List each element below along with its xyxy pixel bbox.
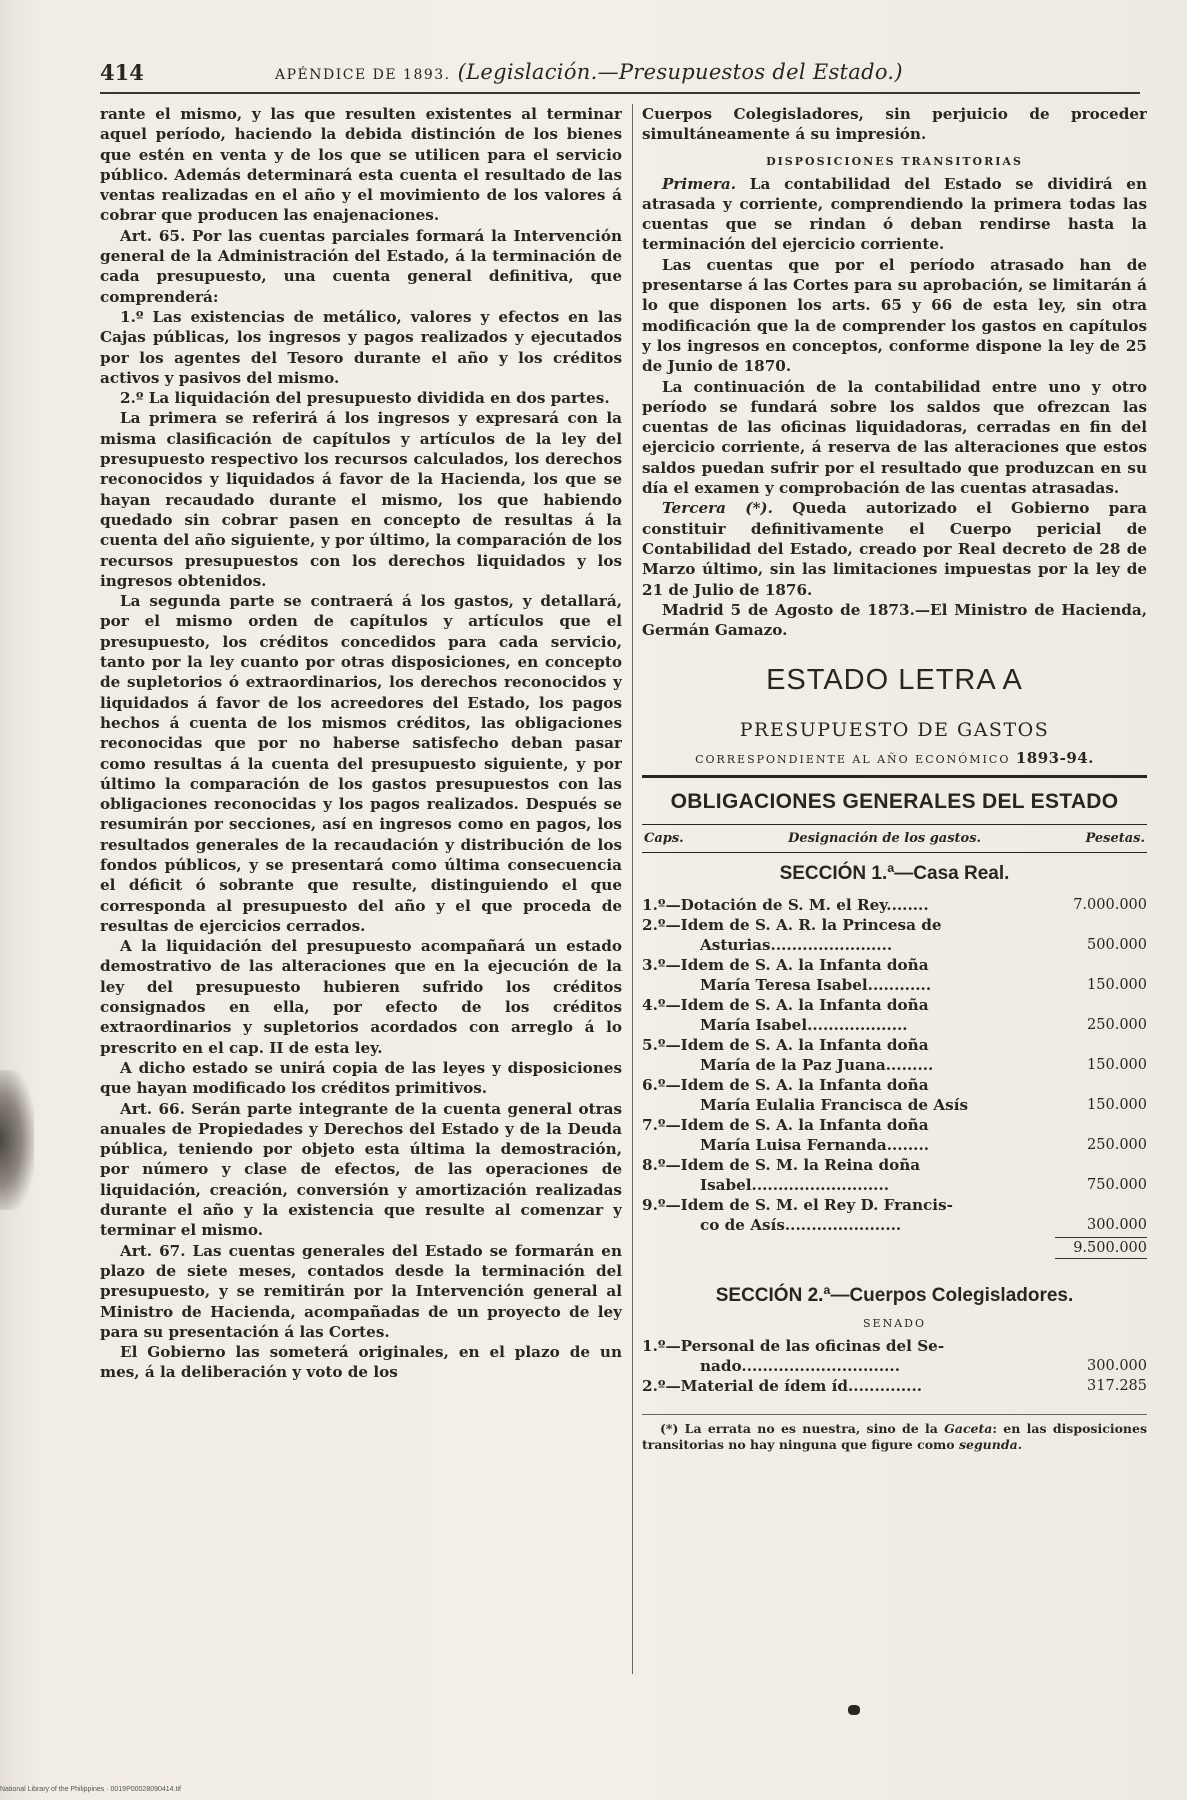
fiscal-year: 1893-94. [1015, 749, 1094, 768]
budget-item-amount: 7.000.000 [1073, 897, 1147, 914]
ink-blot [848, 1705, 860, 1715]
budget-item [642, 1376, 1147, 1396]
budget-item [642, 995, 1147, 1035]
budget-item-line: María Luisa Fernanda........ [700, 1136, 930, 1155]
budget-item-line: nado.............................. [700, 1357, 900, 1376]
running-title [275, 60, 903, 84]
left-column [100, 104, 622, 1684]
paragraph-text: Queda autorizado el Gobierno para constituir definitivamente el Cuerpo pericial de Contabilidad del Estado, creado por Real decreto de 28 de Marzo último, sin las limitaciones impuestas por la ley de 21 de Julio de 1876. [642, 499, 1147, 599]
footnote-italic: Gaceta [944, 1421, 993, 1437]
paragraph: A dicho estado se unirá copia de las leyes y disposiciones que hayan modificado los créditos primitivos. [100, 1058, 622, 1098]
budget-item [642, 1195, 1147, 1235]
budget-item-designation [642, 995, 1055, 1035]
col-designacion: Designación de los gastos. [788, 831, 982, 847]
paragraph-lead: Primera. [662, 174, 737, 193]
paragraph: A la liquidación del presupuesto acompañará un estado demostrativo de las alteraciones que en la ejecución de la ley del presupuesto hubieren sufrido los créditos consignados en ella, por efecto de los créditos extraordinarios y supletorios acordados con arreglo á lo prescrito en el cap. II de esta ley. [100, 937, 622, 1057]
budget-item-line: 1.º—Dotación de S. M. el Rey........ [642, 896, 929, 915]
budget-item-designation [642, 915, 1055, 955]
budget-item-designation [642, 1336, 1055, 1376]
budget-item [642, 1075, 1147, 1115]
budget-item [642, 1035, 1147, 1075]
page-header [100, 58, 1140, 98]
budget-item-amount: 250.000 [1087, 1137, 1147, 1154]
paragraph-text: La continuación de la contabilidad entre uno y otro período se fundará sobre los saldos que ofrezcan las cuentas de las oficinas liquidadoras, cerradas en fin del ejercicio corriente, á reserva de las alteraciones que estos saldos puedan sufrir por el resultado que produzcan en su día el examen y comprobación de las cuentas atrasadas. [642, 377, 1147, 498]
budget-item-amount: 300.000 [1087, 1358, 1147, 1375]
scan-smudge [0, 1070, 34, 1210]
budget-item-line: 9.º—Idem de S. M. el Rey D. Francis- [642, 1196, 953, 1215]
paragraph: 2.º La liquidación del presupuesto dividida en dos partes. [120, 389, 610, 408]
budget-item [642, 955, 1147, 995]
budget-item-line: 1.º—Personal de las oficinas del Se- [642, 1337, 945, 1356]
budget-item-designation [642, 955, 1055, 995]
budget-item-designation [642, 1115, 1055, 1155]
budget-item-amount: 317.285 [1087, 1378, 1147, 1395]
corresponding-label: CORRESPONDIENTE AL AÑO ECONÓMICO [695, 753, 1011, 767]
budget-item [642, 1115, 1147, 1155]
budget-item [642, 1155, 1147, 1195]
footnote-lead: (*) La errata no es nuestra, sino de la [660, 1421, 945, 1437]
paragraph: Art. 66. Serán parte integrante de la cuenta general otras anuales de Propiedades y Derechos del Estado y de la Deuda pública, teniendo por objeto esta última la demostración, por número y clase de efectos, de las operaciones de liquidación, creación, conversión y amortización realizadas durante el año y la existencia que resulte al comenzar y terminar el mismo. [100, 1099, 622, 1240]
paragraph: rante el mismo, y las que resulten existentes al terminar aquel período, haciendo la debida distinción de los bienes que estén en venta y de los que se utilicen para el servicio público. Además determinará esta cuenta el resultado de las ventas realizadas en el año y el movimiento de los valores á cobrar que producen las enajenaciones. [100, 105, 622, 225]
budget-item-line: Asturias....................... [700, 936, 893, 955]
budget-item-line: 2.º—Idem de S. A. R. la Princesa de [642, 916, 942, 935]
budget-item-line: co de Asís...................... [700, 1216, 902, 1235]
budget-item-amount: 150.000 [1087, 1097, 1147, 1114]
section-1-total-row [642, 1237, 1147, 1259]
section-1-title: SECCIÓN 1.ª—Casa Real. [779, 863, 1010, 885]
budget-item-amount: 150.000 [1087, 977, 1147, 994]
paragraph [642, 377, 1147, 499]
paragraph [642, 498, 1147, 599]
corresponding-year [642, 749, 1147, 767]
thin-rule [642, 852, 1147, 853]
budget-item-line: 7.º—Idem de S. A. la Infanta doña [642, 1116, 929, 1135]
section-2-items [642, 1336, 1147, 1396]
paragraph: Art. 65. Por las cuentas parciales formará la Intervención general de la Administración del Estado, á la terminación de cada presupuesto, una cuenta general definitiva, que comprenderá: [100, 226, 622, 306]
paragraph-text: La contabilidad del Estado se dividirá en atrasada y corriente, comprendiendo la primera todas las cuentas que se rindan ó deban rendirse hasta la terminación del ejercicio corriente. [642, 174, 1147, 254]
paragraph [642, 255, 1147, 377]
budget-item-line: 3.º—Idem de S. A. la Infanta doña [642, 956, 929, 975]
section-2-title: SECCIÓN 2.ª—Cuerpos Colegisladores. [715, 1285, 1074, 1307]
paragraph [642, 174, 1147, 255]
budget-item-amount: 750.000 [1087, 1177, 1147, 1194]
budget-item-line: 8.º—Idem de S. M. la Reina doña [642, 1156, 921, 1175]
budget-item-designation [642, 1376, 1055, 1396]
budget-item-designation [642, 1075, 1055, 1115]
senado-heading: SENADO [863, 1317, 926, 1331]
section-1-total: 9.500.000 [1055, 1237, 1147, 1259]
budget-item-amount: 300.000 [1087, 1217, 1147, 1234]
budget-item-line: 4.º—Idem de S. A. la Infanta doña [642, 996, 929, 1015]
budget-item [642, 895, 1147, 915]
budget-item-line: 5.º—Idem de S. A. la Infanta doña [642, 1036, 929, 1055]
obligaciones-title: OBLIGACIONES GENERALES DEL ESTADO [670, 790, 1119, 814]
budget-item-line: María Eulalia Francisca de Asís [700, 1096, 969, 1115]
budget-item-designation [642, 1195, 1055, 1235]
running-title-caps: APÉNDICE DE 1893. [275, 67, 451, 83]
header-rule [100, 92, 1140, 94]
archive-stamp: National Library of the Philippines · 0019P00028090414.tif [0, 1786, 181, 1793]
paragraph: 1.º Las existencias de metálico, valores y efectos en las Cajas públicas, los ingresos y pagos realizados y ejecutados por los agentes del Tesoro durante el año y los créditos activos y pasivos del mismo. [100, 307, 622, 387]
budget-item [642, 915, 1147, 955]
budget-item-line: 6.º—Idem de S. A. la Infanta doña [642, 1076, 929, 1095]
footnote [642, 1414, 1147, 1453]
budget-item-line: María de la Paz Juana......... [700, 1056, 934, 1075]
right-column [642, 104, 1147, 1684]
paragraph: La primera se referirá á los ingresos y expresará con la misma clasificación de capítulos y artículos de la ley del presupuesto respectivo los recursos calculados, los derechos reconocidos y liquidados á favor de la Hacienda, los que se hayan recaudado durante el mismo, los que habiendo quedado sin cobrar pasen en concepto de resultas á la cuenta del año siguiente, y por último, la comparación de los recursos presupuestos con los derechos liquidados y los ingresos obtenidos. [100, 409, 622, 590]
running-title-italic: (Legislación.—Presupuestos del Estado.) [457, 60, 903, 84]
paragraph-text: Las cuentas que por el período atrasado han de presentarse á las Cortes para su aprobación, se limitarán á lo que disponen los arts. 65 y 66 de esta ley, sin otra modificación que la de comprender los gastos en capítulos y los ingresos en conceptos, conforme dispone la ley de 25 de Junio de 1870. [642, 255, 1147, 376]
paragraph: La segunda parte se contraerá á los gastos, y detallará, por el mismo orden de capítulos y artículos que el presupuesto, los créditos concedidos para cada servicio, tanto por la ley cuanto por otras disposiciones, en concepto de supletorios ó extraordinarios, los derechos reconocidos y liquidados á favor de los acreedores del Estado, los pagos hechos á cuenta de los mismos créditos, las obligaciones reconocidas que por no haberse satisfecho deban pasar como resultas á la cuenta del presupuesto siguiente, y por último la comparación de los gastos presupuestos con las obligaciones reconocidas y los pagos realizados. Después se resumirán por secciones, así en ingresos como en pagos, los resultados generales de la recaudación y distribución de los fondos públicos, y se presentará como última consecuencia el déficit ó sobrante que resulte, distinguiendo el que corresponda al presupuesto del año y el que proceda de resultas de ejercicios cerrados. [100, 592, 622, 935]
budget-item [642, 1336, 1147, 1376]
transitorias-heading: DISPOSICIONES TRANSITORIAS [766, 154, 1023, 168]
paragraph-lead: Tercera (*). [662, 499, 773, 518]
footnote-rest: : en las disposiciones transitorias no hay ninguna que figure como [642, 1421, 1147, 1453]
presupuesto-title: PRESUPUESTO DE GASTOS [739, 719, 1050, 742]
paragraph: Art. 67. Las cuentas generales del Estado se formarán en plazo de siete meses, contados desde la terminación del presupuesto, y se remitirán por la Intervención general al Ministro de Hacienda, acompañadas de un proyecto de ley para su presentación á las Cortes. [100, 1241, 622, 1341]
budget-item-line: María Teresa Isabel............ [700, 976, 932, 995]
budget-item-amount: 150.000 [1087, 1057, 1147, 1074]
page-number: 414 [100, 60, 144, 85]
col-caps: Caps. [644, 831, 684, 847]
section-1-items [642, 895, 1147, 1235]
budget-item-designation [642, 895, 1055, 915]
footnote-italic-2: segunda. [958, 1437, 1023, 1453]
budget-item-line: María Isabel................... [700, 1016, 908, 1035]
signature: Madrid 5 de Agosto de 1873.—El Ministro de Hacienda, Germán Gamazo. [642, 600, 1147, 640]
budget-item-amount: 250.000 [1087, 1017, 1147, 1034]
estado-title: ESTADO LETRA A [766, 664, 1023, 697]
budget-item-designation [642, 1155, 1055, 1195]
col-pesetas: Pesetas. [1085, 831, 1145, 847]
table-header [642, 825, 1147, 852]
budget-item-designation [642, 1035, 1055, 1075]
budget-item-amount: 500.000 [1087, 937, 1147, 954]
paragraph: El Gobierno las someterá originales, en el plazo de un mes, á la deliberación y voto de los [100, 1343, 622, 1382]
column-divider [632, 104, 633, 1674]
thick-rule [642, 775, 1147, 778]
paragraph: Cuerpos Colegisladores, sin perjuicio de proceder simultáneamente á su impresión. [642, 105, 1147, 144]
budget-item-line: Isabel.......................... [700, 1176, 890, 1195]
budget-item-line: 2.º—Material de ídem íd.............. [642, 1377, 923, 1396]
